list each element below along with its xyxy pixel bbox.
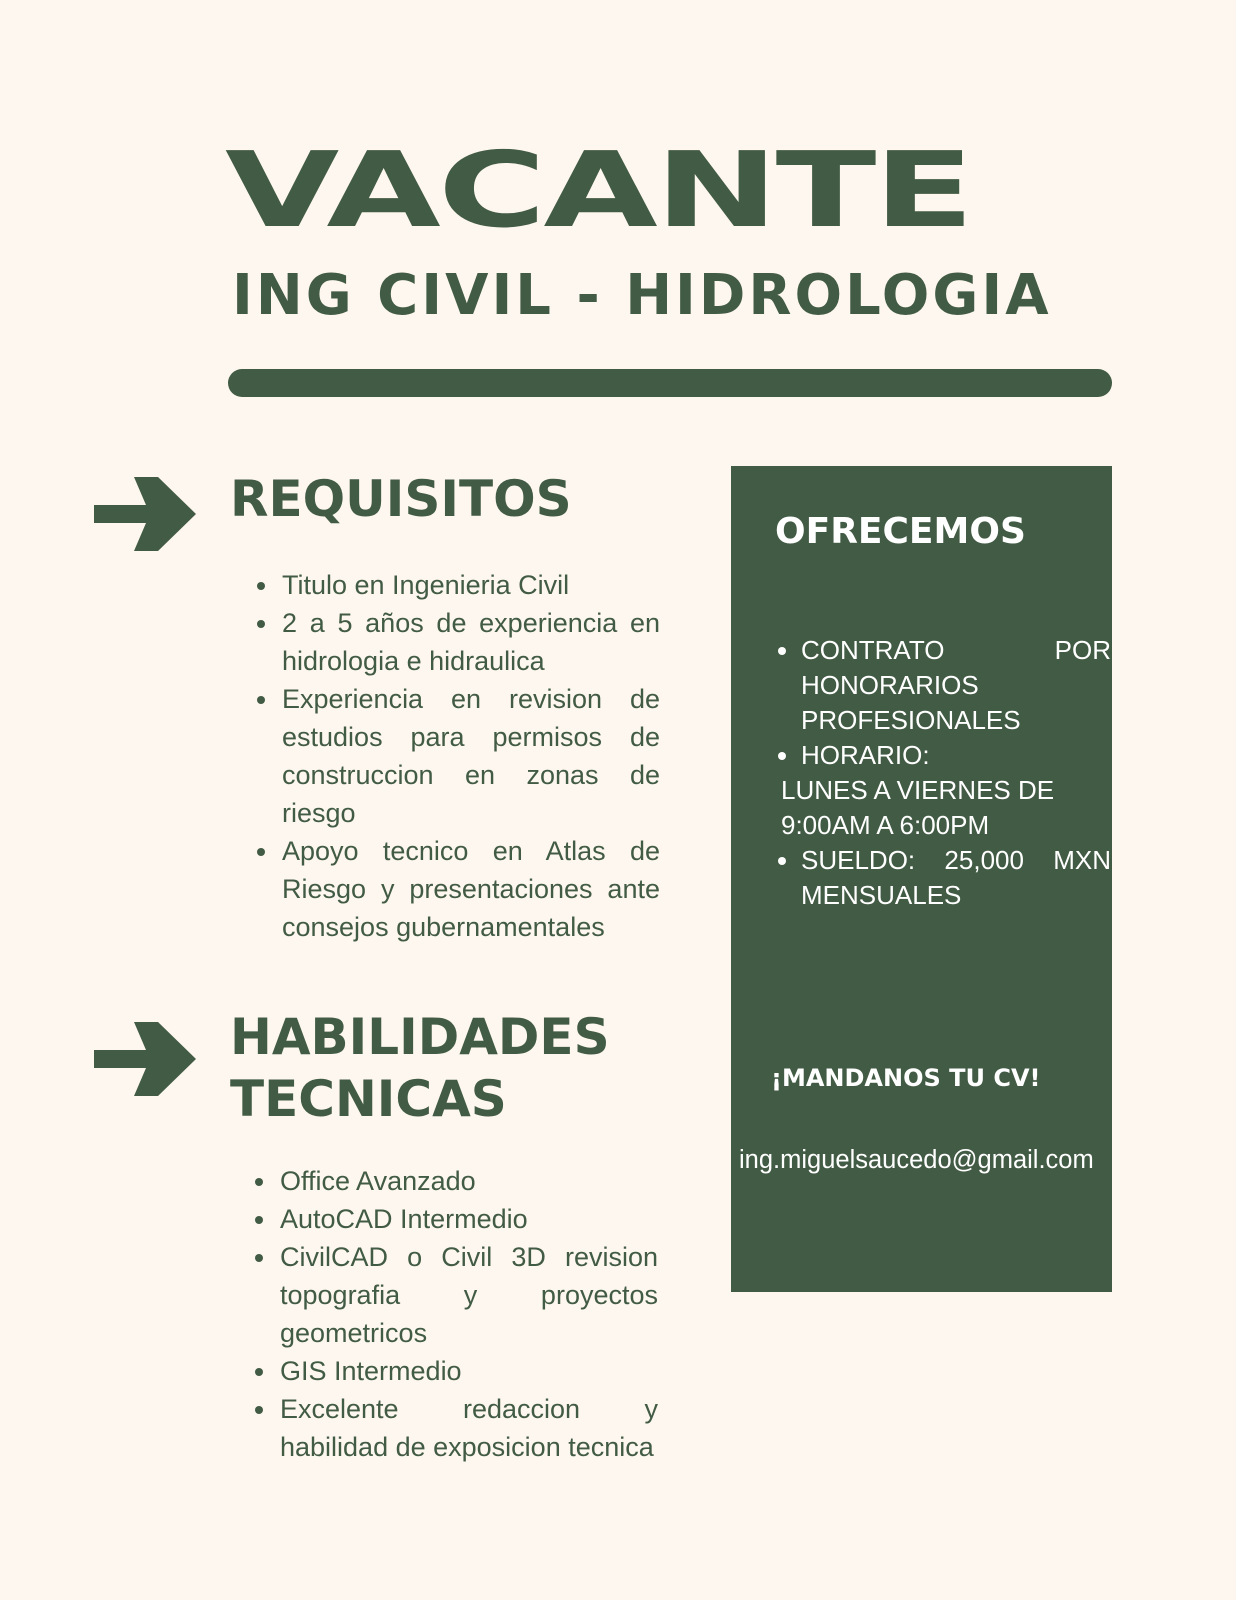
habilidades-list	[252, 1162, 658, 1466]
requisitos-list	[254, 566, 660, 946]
list-item: • AutoCAD Intermedio	[278, 1200, 658, 1238]
list-item: • Office Avanzado	[278, 1162, 658, 1200]
requisitos-heading: REQUISITOS	[230, 470, 572, 528]
contact-email[interactable]: ing.miguelsaucedo@gmail.com	[739, 1146, 1094, 1174]
divider-bar	[228, 369, 1112, 397]
cv-call-to-action: ¡MANDANOS TU CV!	[771, 1064, 1041, 1092]
list-item: • GIS Intermedio	[278, 1352, 658, 1390]
list-item: • CONTRATO POR HONORARIOS PROFESIONALES	[801, 633, 1111, 738]
list-item: • Experiencia en revision de estudios para permisos de construccion en zonas de riesgo	[280, 680, 660, 832]
schedule-line: 9:00AM A 6:00PM	[781, 810, 990, 840]
habilidades-heading-line2: TECNICAS	[230, 1070, 507, 1128]
list-item: • Excelente redaccion y habilidad de exposicion tecnica	[278, 1390, 658, 1466]
offer-list	[775, 633, 1111, 913]
offer-panel	[731, 466, 1112, 1292]
habilidades-heading	[230, 1006, 610, 1130]
list-item: • CivilCAD o Civil 3D revision topografia y proyectos geometricos	[278, 1238, 658, 1352]
list-item: • 2 a 5 años de experiencia en hidrologia e hidraulica	[280, 604, 660, 680]
page-title: VACANTE	[225, 129, 972, 251]
arrow-right-icon	[94, 1022, 196, 1096]
ofrecemos-heading: OFRECEMOS	[775, 511, 1026, 552]
habilidades-heading-line1: HABILIDADES	[230, 1008, 610, 1066]
job-subtitle: ING CIVIL - HIDROLOGIA	[232, 263, 1052, 328]
list-item: • Apoyo tecnico en Atlas de Riesgo y presentaciones ante consejos gubernamentales	[280, 832, 660, 946]
list-item: • HORARIO:	[801, 738, 1111, 773]
arrow-right-icon	[94, 477, 196, 551]
schedule-line: LUNES A VIERNES DE	[781, 775, 1055, 805]
list-item: • Titulo en Ingenieria Civil	[280, 566, 660, 604]
salary-item: • SUELDO: 25,000 MXN MENSUALES	[801, 843, 1111, 913]
